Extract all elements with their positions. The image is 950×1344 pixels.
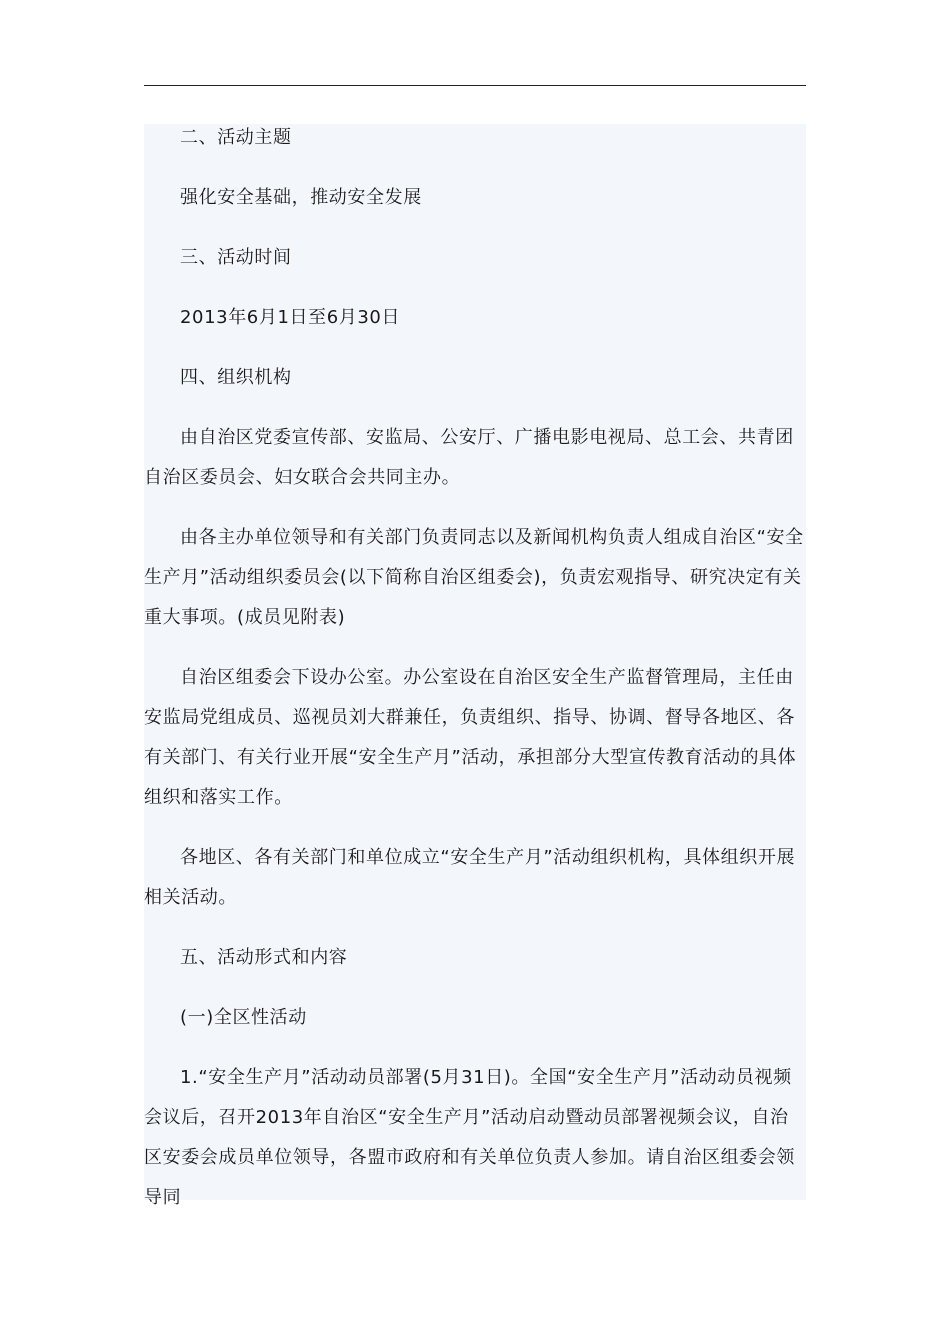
section-heading-forms: 五、活动形式和内容 — [180, 947, 348, 968]
subsection-heading-region: (一)全区性活动 — [180, 1007, 307, 1028]
paragraph-committee: 由各主办单位领导和有关部门负责同志以及新闻机构负责人组成自治区“安全生产月”活动组织委员会(以下简称自治区组委会)，负责宏观指导、研究决定有关重大事项。(成员见附表) — [144, 527, 804, 628]
paragraph-office: 自治区组委会下设办公室。办公室设在自治区安全生产监督管理局，主任由安监局党组成员、巡视员刘大群兼任，负责组织、指导、协调、督导各地区、各有关部门、有关行业开展“安全生产月”活动，承担部分大型宣传教育活动的具体组织和落实工作。 — [144, 667, 797, 808]
document-body — [144, 124, 806, 1208]
paragraph-local-organizations: 各地区、各有关部门和单位成立“安全生产月”活动组织机构，具体组织开展相关活动。 — [144, 847, 796, 908]
paragraph-time: 2013年6月1日至6月30日 — [180, 307, 401, 328]
paragraph-theme: 强化安全基础，推动安全发展 — [180, 187, 422, 208]
section-heading-organization: 四、组织机构 — [180, 367, 292, 388]
section-heading-theme: 二、活动主题 — [180, 127, 292, 148]
paragraph-organizers: 由自治区党委宣传部、安监局、公安厅、广播电影电视局、总工会、共青团自治区委员会、妇女联合会共同主办。 — [144, 427, 794, 488]
section-heading-time: 三、活动时间 — [180, 247, 292, 268]
paragraph-mobilization: 1.“安全生产月”活动动员部署(5月31日)。全国“安全生产月”活动动员视频会议后，召开2013年自治区“安全生产月”活动启动暨动员部署视频会议，自治区安委会成员单位领导，各盟市政府和有关单位负责人参加。请自治区组委会领导同 — [144, 1067, 795, 1208]
header-rule — [144, 85, 806, 86]
